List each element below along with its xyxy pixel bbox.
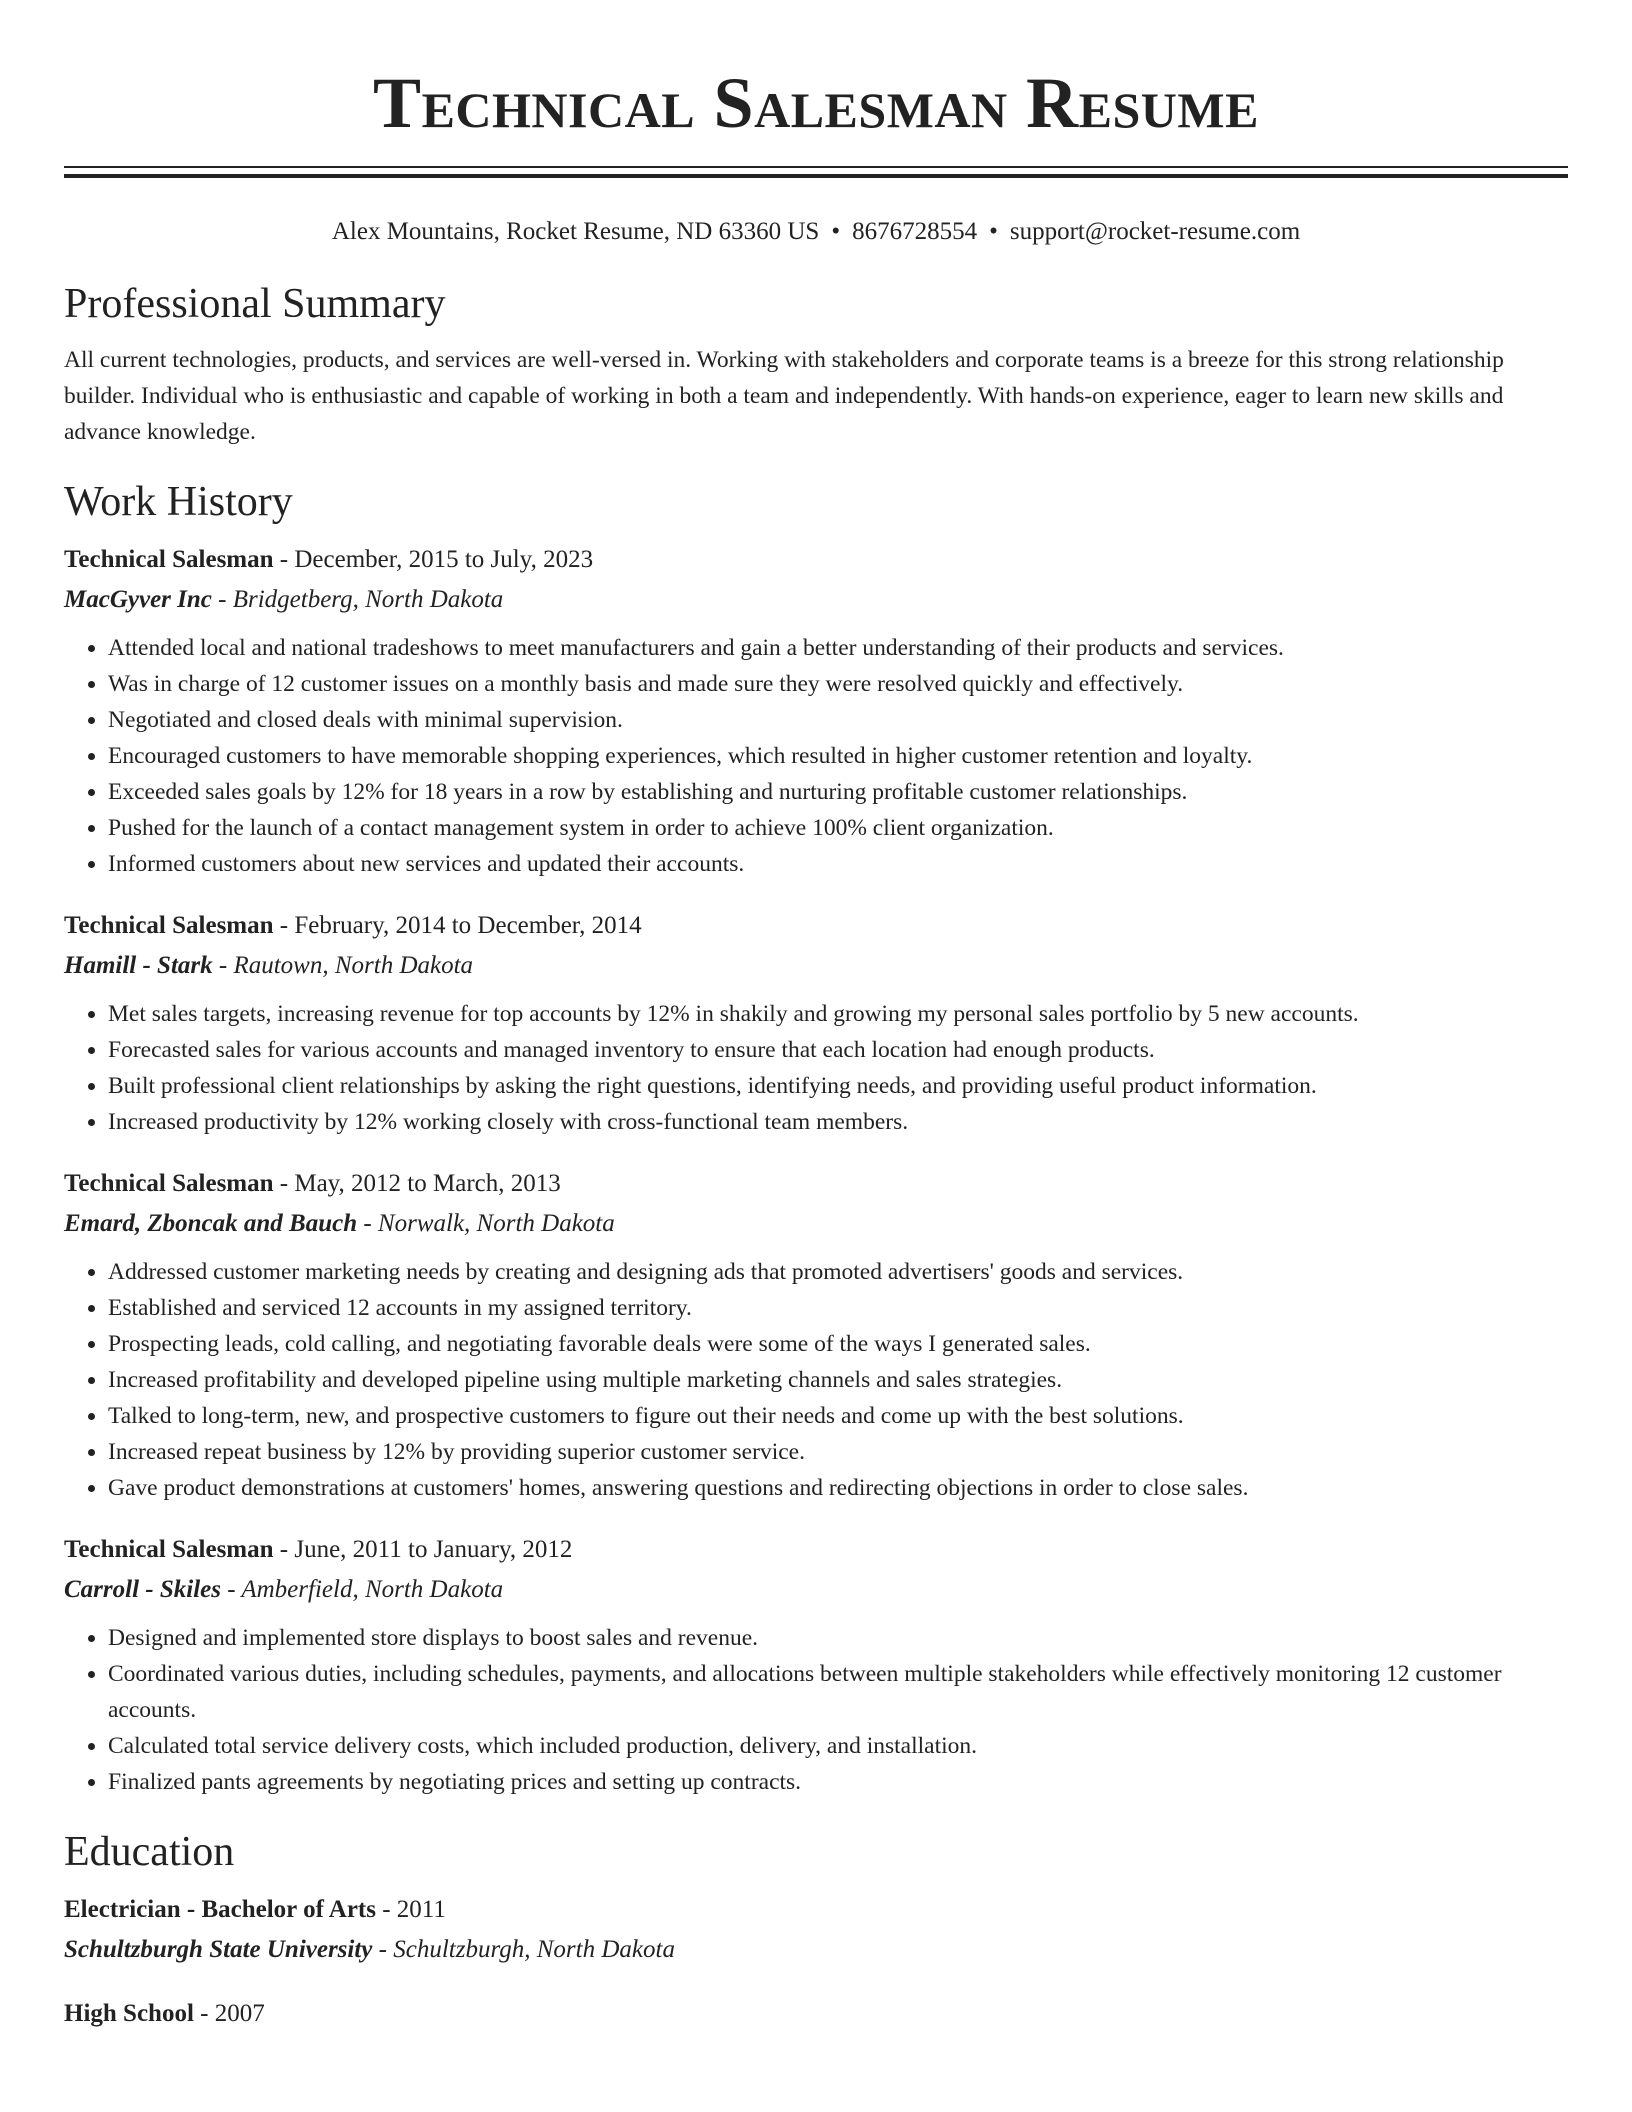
job-bullets bbox=[64, 996, 1568, 1140]
job-bullet: • Attended local and national tradeshows to meet manufacturers and gain a better understanding of their products and services. bbox=[108, 630, 1568, 666]
work-history-heading: Work History bbox=[64, 479, 293, 525]
job-entry bbox=[64, 906, 1568, 1140]
job-bullets bbox=[64, 1254, 1568, 1506]
job-bullet: • Coordinated various duties, including schedules, payments, and allocations between multiple stakeholders while effectively monitoring 12 customer accounts. bbox=[108, 1656, 1568, 1728]
job-location: - Amberfield, North Dakota bbox=[220, 1576, 504, 1603]
job-title: Technical Salesman bbox=[64, 1170, 274, 1197]
job-bullet: • Forecasted sales for various accounts and managed inventory to ensure that each location had enough products. bbox=[108, 1032, 1568, 1068]
job-bullet: • Established and serviced 12 accounts in my assigned territory. bbox=[108, 1290, 1568, 1326]
summary-heading: Professional Summary bbox=[64, 281, 446, 327]
job-title-line bbox=[64, 1530, 1568, 1570]
education-entry bbox=[64, 1994, 1568, 2034]
education-location: - Schultzburgh, North Dakota bbox=[372, 1936, 675, 1963]
job-bullet: • Increased repeat business by 12% by providing superior customer service. bbox=[108, 1434, 1568, 1470]
job-location: - Norwalk, North Dakota bbox=[357, 1210, 615, 1237]
job-bullet: • Gave product demonstrations at customers' homes, answering questions and redirecting objections in order to close sales. bbox=[108, 1470, 1568, 1506]
job-bullet: • Increased productivity by 12% working closely with cross-functional team members. bbox=[108, 1104, 1568, 1140]
job-title: Technical Salesman bbox=[64, 1536, 274, 1563]
education-degree: Electrician - Bachelor of Arts bbox=[64, 1896, 376, 1923]
job-entry bbox=[64, 540, 1568, 882]
job-bullet: • Pushed for the launch of a contact management system in order to achieve 100% client organization. bbox=[108, 810, 1568, 846]
job-company: Emard, Zboncak and Bauch bbox=[64, 1210, 358, 1237]
job-bullet: • Talked to long-term, new, and prospective customers to figure out their needs and come up with the best solutions. bbox=[108, 1398, 1568, 1434]
job-company-line bbox=[64, 580, 1568, 620]
education-degree-line bbox=[64, 1890, 1568, 1930]
job-bullet: • Finalized pants agreements by negotiating prices and setting up contracts. bbox=[108, 1764, 1568, 1800]
education-school-line bbox=[64, 1930, 1568, 1970]
job-dates: - February, 2014 to December, 2014 bbox=[273, 912, 642, 939]
job-title-line bbox=[64, 906, 1568, 946]
job-bullet: • Met sales targets, increasing revenue for top accounts by 12% in shakily and growing my personal sales portfolio by 5 new accounts. bbox=[108, 996, 1568, 1032]
education-entry bbox=[64, 1890, 1568, 1970]
job-bullet: • Addressed customer marketing needs by creating and designing ads that promoted advertisers' goods and services. bbox=[108, 1254, 1568, 1290]
job-bullet: • Was in charge of 12 customer issues on a monthly basis and made sure they were resolved quickly and effectively. bbox=[108, 666, 1568, 702]
job-company: Carroll - Skiles bbox=[64, 1576, 221, 1603]
contact-line bbox=[64, 214, 1568, 250]
job-company-line bbox=[64, 1204, 1568, 1244]
job-bullet: • Informed customers about new services and updated their accounts. bbox=[108, 846, 1568, 882]
resume-page bbox=[64, 0, 1568, 2034]
job-bullet: • Negotiated and closed deals with minimal supervision. bbox=[108, 702, 1568, 738]
job-bullets bbox=[64, 1620, 1568, 1800]
job-company-line bbox=[64, 1570, 1568, 1610]
job-location: - Rautown, North Dakota bbox=[212, 952, 474, 979]
title-divider bbox=[64, 166, 1568, 178]
page-title: Technical Salesman Resume bbox=[373, 63, 1259, 143]
job-title: Technical Salesman bbox=[64, 912, 274, 939]
job-bullet: • Prospecting leads, cold calling, and negotiating favorable deals were some of the ways I generated sales. bbox=[108, 1326, 1568, 1362]
job-company: Hamill - Stark bbox=[64, 952, 213, 979]
job-bullets bbox=[64, 630, 1568, 882]
job-title-line bbox=[64, 1164, 1568, 1204]
education-heading: Education bbox=[64, 1829, 235, 1875]
job-entry bbox=[64, 1530, 1568, 1800]
summary-text: All current technologies, products, and services are well-versed in. Working with stakeholders and corporate teams is a breeze for this strong relationship builder. Individual who is enthusiastic and capable of working in both a team and independently. With hands-on experience, eager to learn new skills and advance knowledge. bbox=[64, 347, 1504, 445]
job-dates: - June, 2011 to January, 2012 bbox=[273, 1536, 573, 1563]
education-degree: High School bbox=[64, 2000, 194, 2027]
job-company: MacGyver Inc bbox=[64, 586, 212, 613]
education-year: - 2011 bbox=[375, 1896, 446, 1923]
job-bullet: • Designed and implemented store displays to boost sales and revenue. bbox=[108, 1620, 1568, 1656]
job-bullet: • Encouraged customers to have memorable shopping experiences, which resulted in higher customer retention and loyalty. bbox=[108, 738, 1568, 774]
job-title: Technical Salesman bbox=[64, 546, 274, 573]
job-bullet: • Increased profitability and developed pipeline using multiple marketing channels and sales strategies. bbox=[108, 1362, 1568, 1398]
contact-phone: 8676728554 bbox=[852, 218, 978, 245]
job-bullet: • Exceeded sales goals by 12% for 18 years in a row by establishing and nurturing profitable customer relationships. bbox=[108, 774, 1568, 810]
education-school: Schultzburgh State University bbox=[64, 1936, 373, 1963]
job-dates: - May, 2012 to March, 2013 bbox=[273, 1170, 561, 1197]
job-bullet: • Built professional client relationships by asking the right questions, identifying needs, and providing useful product information. bbox=[108, 1068, 1568, 1104]
job-location: - Bridgetberg, North Dakota bbox=[211, 586, 504, 613]
contact-separator: • bbox=[989, 218, 998, 245]
job-title-line bbox=[64, 540, 1568, 580]
education-degree-line bbox=[64, 1994, 1568, 2034]
contact-email: support@rocket-resume.com bbox=[1009, 218, 1301, 245]
job-company-line bbox=[64, 946, 1568, 986]
contact-address: Alex Mountains, Rocket Resume, ND 63360 US bbox=[331, 218, 820, 245]
job-bullet: • Calculated total service delivery costs, which included production, delivery, and installation. bbox=[108, 1728, 1568, 1764]
contact-separator: • bbox=[831, 218, 841, 245]
job-entry bbox=[64, 1164, 1568, 1506]
job-dates: - December, 2015 to July, 2023 bbox=[273, 546, 594, 573]
education-year: - 2007 bbox=[193, 2000, 265, 2027]
